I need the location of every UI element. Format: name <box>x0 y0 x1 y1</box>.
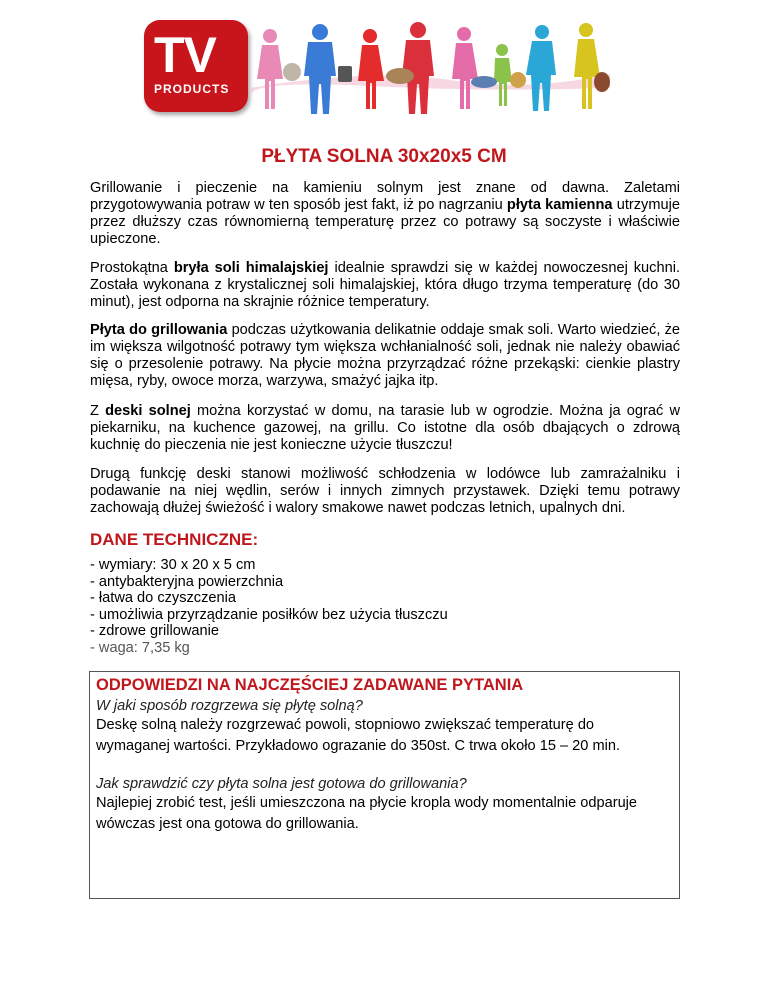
faq-box <box>89 671 680 899</box>
faq-heading: ODPOWIEDZI NA NAJCZĘŚCIEJ ZADAWANE PYTANIA <box>96 676 524 694</box>
faq-question-1: W jaki sposób rozgrzewa się płytę solną? <box>96 698 363 714</box>
faq-answer-1: Deskę solną należy rozgrzewać powoli, stopniowo zwiększać temperaturę do wymaganej wartości. Przykładowo ograzanie do 350st. C trwa około 15 – 20 min. <box>96 717 621 754</box>
description-paragraph-4: Z deski solnej można korzystać w domu, na tarasie lub w ogrodzie. Można ja ograć w piekarniku, na kuchence gazowej, na grillu. Co istotne dla osób dbających o zdrową kuchnię do pieczenia nie jest konieczne użycie tłuszczu! <box>90 403 680 453</box>
highlight-deski-solnej: deski solnej <box>105 403 191 419</box>
silhouette-woman-red-icon <box>358 29 384 109</box>
silhouette-woman-pink-icon <box>257 29 283 109</box>
logo-subtext: PRODUCTS <box>154 82 230 96</box>
faq-question-2: Jak sprawdzić czy płyta solna jest gotowa do grillowania? <box>96 776 467 792</box>
silhouette-man-blue-icon <box>304 24 336 114</box>
highlight-plyta-do-grillowania: Płyta do grillowania <box>90 322 228 338</box>
faq-answer-2: Najlepiej zrobić test, jeśli umieszczona na płycie kropla wody momentalnie odparuje wówczas jest ona gotowa do grillowania. <box>96 795 638 832</box>
people-silhouettes-graphic <box>250 18 610 118</box>
spec-item-no-fat: - umożliwia przyrządzanie posiłków bez użycia tłuszczu <box>90 606 448 623</box>
spec-item-easy-cleaning: - łatwa do czyszczenia <box>90 590 236 606</box>
description-paragraph-2: Prostokątna bryła soli himalajskiej idealnie sprawdzi się w każdej nowoczesnej kuchni. Została wykonana z krystalicznej soli himalajskiej, która długo trzyma temperaturę (do 30 minut), jest odporna na skrajnie różnice temperatury. <box>90 260 680 310</box>
silhouette-child-green-icon <box>494 44 512 106</box>
highlight-plyta-kamienna: płyta kamienna <box>506 197 613 213</box>
spec-item-dimensions: - wymiary: 30 x 20 x 5 cm <box>90 557 256 573</box>
silhouette-man-cyan-icon <box>526 25 556 111</box>
silhouette-woman-magenta-icon <box>452 27 478 109</box>
silhouette-woman-yellow-icon <box>574 23 600 109</box>
description-paragraph-3: Płyta do grillowania podczas użytkowania delikatnie oddaje smak soli. Warto wiedzieć, że im większa wilgotność potrawy tym większa wchłanialność soli, jednak nie należy obawiać się o przesolenie potrawy. Na płycie można przyrządzać różne przekąski: cienkie plastry mięsa, ryby, owoce morza, warzywa, smażyć jajka itp. <box>90 322 681 389</box>
spec-item-antibacterial: - antybakteryjna powierzchnia <box>90 573 284 590</box>
spec-item-healthy-grilling: - zdrowe grillowanie <box>90 623 219 639</box>
tv-products-logo <box>144 20 248 112</box>
logo-text: TV <box>154 27 216 83</box>
specs-heading: DANE TECHNICZNE: <box>90 530 259 549</box>
specs-list <box>90 557 448 656</box>
description-paragraph-1: Grillowanie i pieczenie na kamieniu solnym jest znane od dawna. Zaletami przygotowywania potraw w ten sposób jest fakt, iż po nagrzaniu płyta kamienna utrzymuje przez dłuższy czas równomierną temperaturę przez co potrawy są soczyste i właściwie upieczone. <box>90 180 680 247</box>
highlight-bryla-soli: bryła soli himalajskiej <box>173 260 329 276</box>
page-title: PŁYTA SOLNA 30x20x5 CM <box>261 146 507 167</box>
description-paragraph-5: Drugą funkcję deski stanowi możliwość schłodzenia w lodówce lub zamrażalniku i podawanie na niej wędlin, serów i innych zimnych przystawek. Dzięki temu potrawy zachowają dłużej świeżość i walory smakowe nawet podczas letnich, upalnych dni. <box>90 466 680 516</box>
silhouette-man-red-icon <box>402 22 434 114</box>
header-banner <box>140 18 610 118</box>
spec-item-weight: - waga: 7,35 kg <box>90 639 190 656</box>
